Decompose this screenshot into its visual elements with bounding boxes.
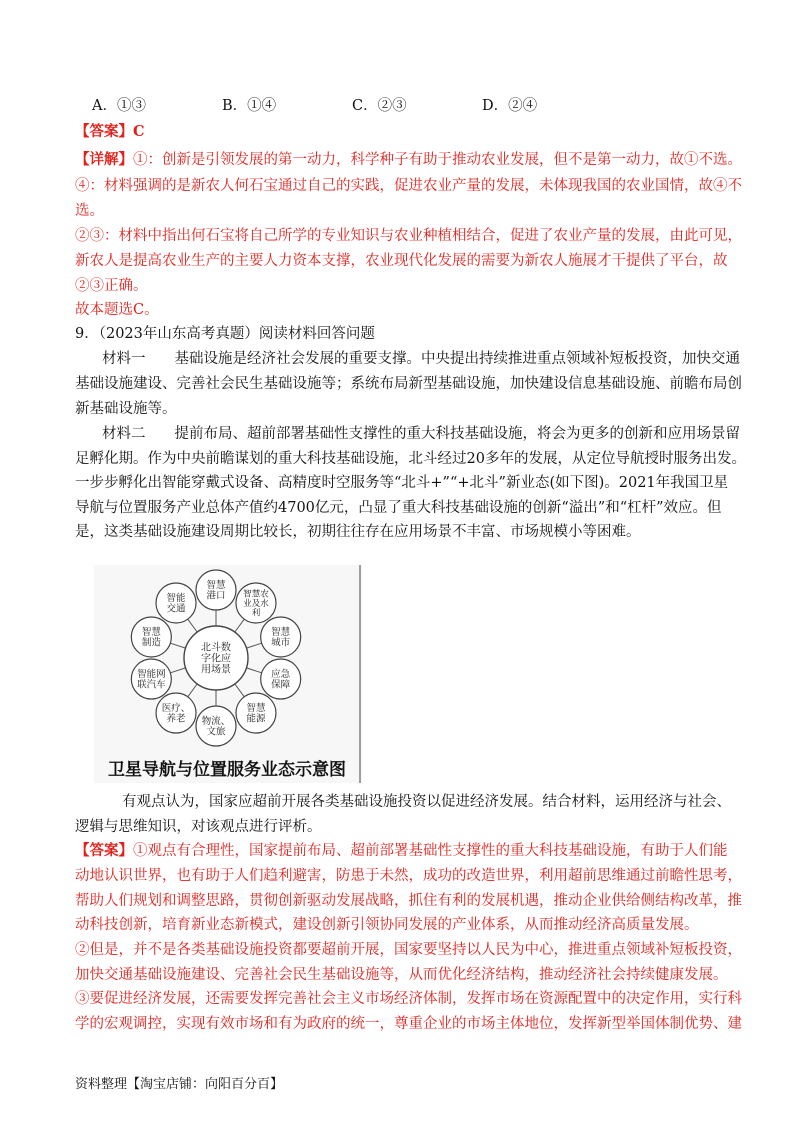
- explain-text-1: ①：创新是引领发展的第一动力，科学种子有助于推动农业发展，但不是第一动力，故①不选。: [133, 152, 742, 168]
- diagram-node-label: 应急: [271, 669, 291, 681]
- material-1-line-3: 新基础设施等。: [75, 401, 177, 417]
- diagram-node-label: 业及水: [243, 598, 269, 609]
- answer-2-line-6: 加快交通基础设施建设、完善社会民生基础设施等，从而优化经济结构，推动经济社会持续健康发展。: [75, 967, 728, 983]
- diagram-node-label: 交通: [166, 603, 186, 615]
- diagram-node-label: 智能: [166, 593, 186, 605]
- option-c: C．②③: [352, 98, 407, 114]
- answer-2-line-1: [75, 841, 728, 861]
- material-2-line-2: 足孵化期。作为中央前瞻谋划的重大科技基础设施，北斗经过20多年的发展，从定位导航授时服务出发。: [75, 451, 746, 467]
- material-1-line-2: 基础设施建设、完善社会民生基础设施等；系统布局新型基础设施，加快建设信息基础设施、前瞻布局创: [75, 376, 742, 392]
- answer-2-line-3: 帮助人们规划和调整思路，贯彻创新驱动发展战略，抓住有利的发展机遇，推动企业供给侧结构改革，推: [75, 893, 742, 909]
- footer-source: 资料整理【淘宝店铺：向阳百分百】: [75, 1077, 284, 1092]
- diagram-center-label: 用场景: [201, 664, 231, 676]
- explain-line-1: [75, 150, 742, 170]
- option-d: D．②④: [482, 98, 538, 114]
- answer-2-text-1: ①观点有合理性，国家提前布局、超前部署基础性支撑性的重大科技基础设施，有助于人们能: [133, 843, 728, 859]
- diagram-node-label: 利: [251, 608, 261, 619]
- explain-line-4: ②③：材料中指出何石宝将自己所学的专业知识与农业种植相结合，促进了农业产量的发展，由此可见，: [75, 228, 742, 244]
- diagram-node-label: 智慧: [271, 627, 291, 639]
- diagram-node-label: 医疗、: [161, 703, 191, 715]
- diagram-caption: 卫星导航与位置服务业态示意图: [108, 760, 346, 780]
- explain-tag: 【详解】: [75, 151, 133, 168]
- explain-line-6: ②③正确。: [75, 278, 148, 294]
- diagram-node-label: 智能网: [137, 669, 166, 681]
- explain-line-5: 新农人是提高农业生产的主要人力资本支撑，农业现代化发展的需要为新农人施展才干提供了平台，故: [75, 253, 728, 269]
- diagram-center-label: 北斗数: [201, 642, 231, 654]
- material-2-line-1: 材料二 提前布局、超前部署基础性支撑性的重大科技基础设施，将会为更多的创新和应用场景留: [102, 426, 740, 442]
- diagram-node-label: 养老: [166, 713, 186, 725]
- answer-value: C: [133, 123, 145, 140]
- explain-line-3: 选。: [75, 203, 104, 219]
- material-1-line-1: 材料一 基础设施是经济社会发展的重要支撑。中央提出持续推进重点领域补短板投资，加快交通: [102, 351, 740, 367]
- satellite-navigation-diagram: [94, 565, 362, 783]
- material-2-line-3: 一步步孵化出智能穿戴式设备、高精度时空服务等“北斗+”“+北斗”新业态(如下图)。2021年我国卫星: [75, 475, 729, 491]
- answer-2-line-7: ③要促进经济发展，还需要发挥完善社会主义市场经济体制，发挥市场在资源配置中的决定作用，实行科: [75, 991, 742, 1007]
- diagram-svg: [94, 565, 362, 783]
- diagram-node-label: 物流、: [201, 716, 231, 728]
- explain-line-2: ④：材料强调的是新农人何石宝通过自己的实践，促进农业产量的发展，未体现我国的农业国情，故④不: [75, 178, 742, 194]
- diagram-node-label: 智慧农: [243, 589, 269, 600]
- diagram-node-label: 制造: [141, 637, 161, 649]
- diagram-node-label: 能源: [246, 713, 266, 725]
- answer-2-line-2: 动地认识世界，也有助于人们趋利避害，防患于未然，成功的改造世界，利用超前思维通过前瞻性思考，: [75, 868, 742, 884]
- answer-2-tag: 【答案】: [75, 842, 133, 859]
- task-line-2: 逻辑与思维知识，对该观点进行评析。: [75, 819, 322, 835]
- answer-tag: 【答案】: [75, 123, 133, 140]
- material-2-line-4: 导航与位置服务产业总体产值约4700亿元，凸显了重大科技基础设施的创新“溢出”和“杠杆”效应。但: [75, 500, 722, 516]
- diagram-center-label: 字化应: [201, 653, 231, 665]
- diagram-node-label: 联汽车: [137, 679, 166, 691]
- answer-options: [92, 96, 612, 116]
- material-2-line-5: 是，这类基础设施建设周期比较长，初期往往存在应用场景不丰富、市场规模小等困难。: [75, 524, 641, 540]
- answer-line: [75, 122, 145, 142]
- diagram-node-label: 港口: [206, 590, 226, 602]
- diagram-node-label: 文旅: [206, 726, 226, 738]
- explain-line-7: 故本题选C。: [75, 302, 159, 318]
- answer-2-line-5: ②但是，并不是各类基础设施投资都要超前开展，国家要坚持以人民为中心，推进重点领域补短板投资，: [75, 942, 742, 958]
- answer-2-line-8: 学的宏观调控，实现有效市场和有为政府的统一，尊重企业的市场主体地位，发挥新型举国体制优势、建: [75, 1016, 742, 1032]
- diagram-node-label: 智慧: [206, 580, 226, 592]
- question-9-header: 9．（2023年山东高考真题）阅读材料回答问题: [75, 326, 375, 342]
- diagram-node-label: 智慧: [141, 627, 161, 639]
- task-line-1: 有观点认为，国家应超前开展各类基础设施投资以促进经济发展。结合材料，运用经济与社会、: [122, 794, 731, 810]
- diagram-node-label: 智慧: [246, 703, 266, 715]
- answer-2-line-4: 动科技创新，培育新业态新模式，建设创新引领协同发展的产业体系，从而推动经济高质量发展。: [75, 917, 699, 933]
- option-a: A．①③: [92, 98, 146, 114]
- option-b: B．①④: [222, 98, 277, 114]
- diagram-node-label: 城市: [271, 637, 291, 649]
- diagram-node-label: 保障: [271, 679, 291, 691]
